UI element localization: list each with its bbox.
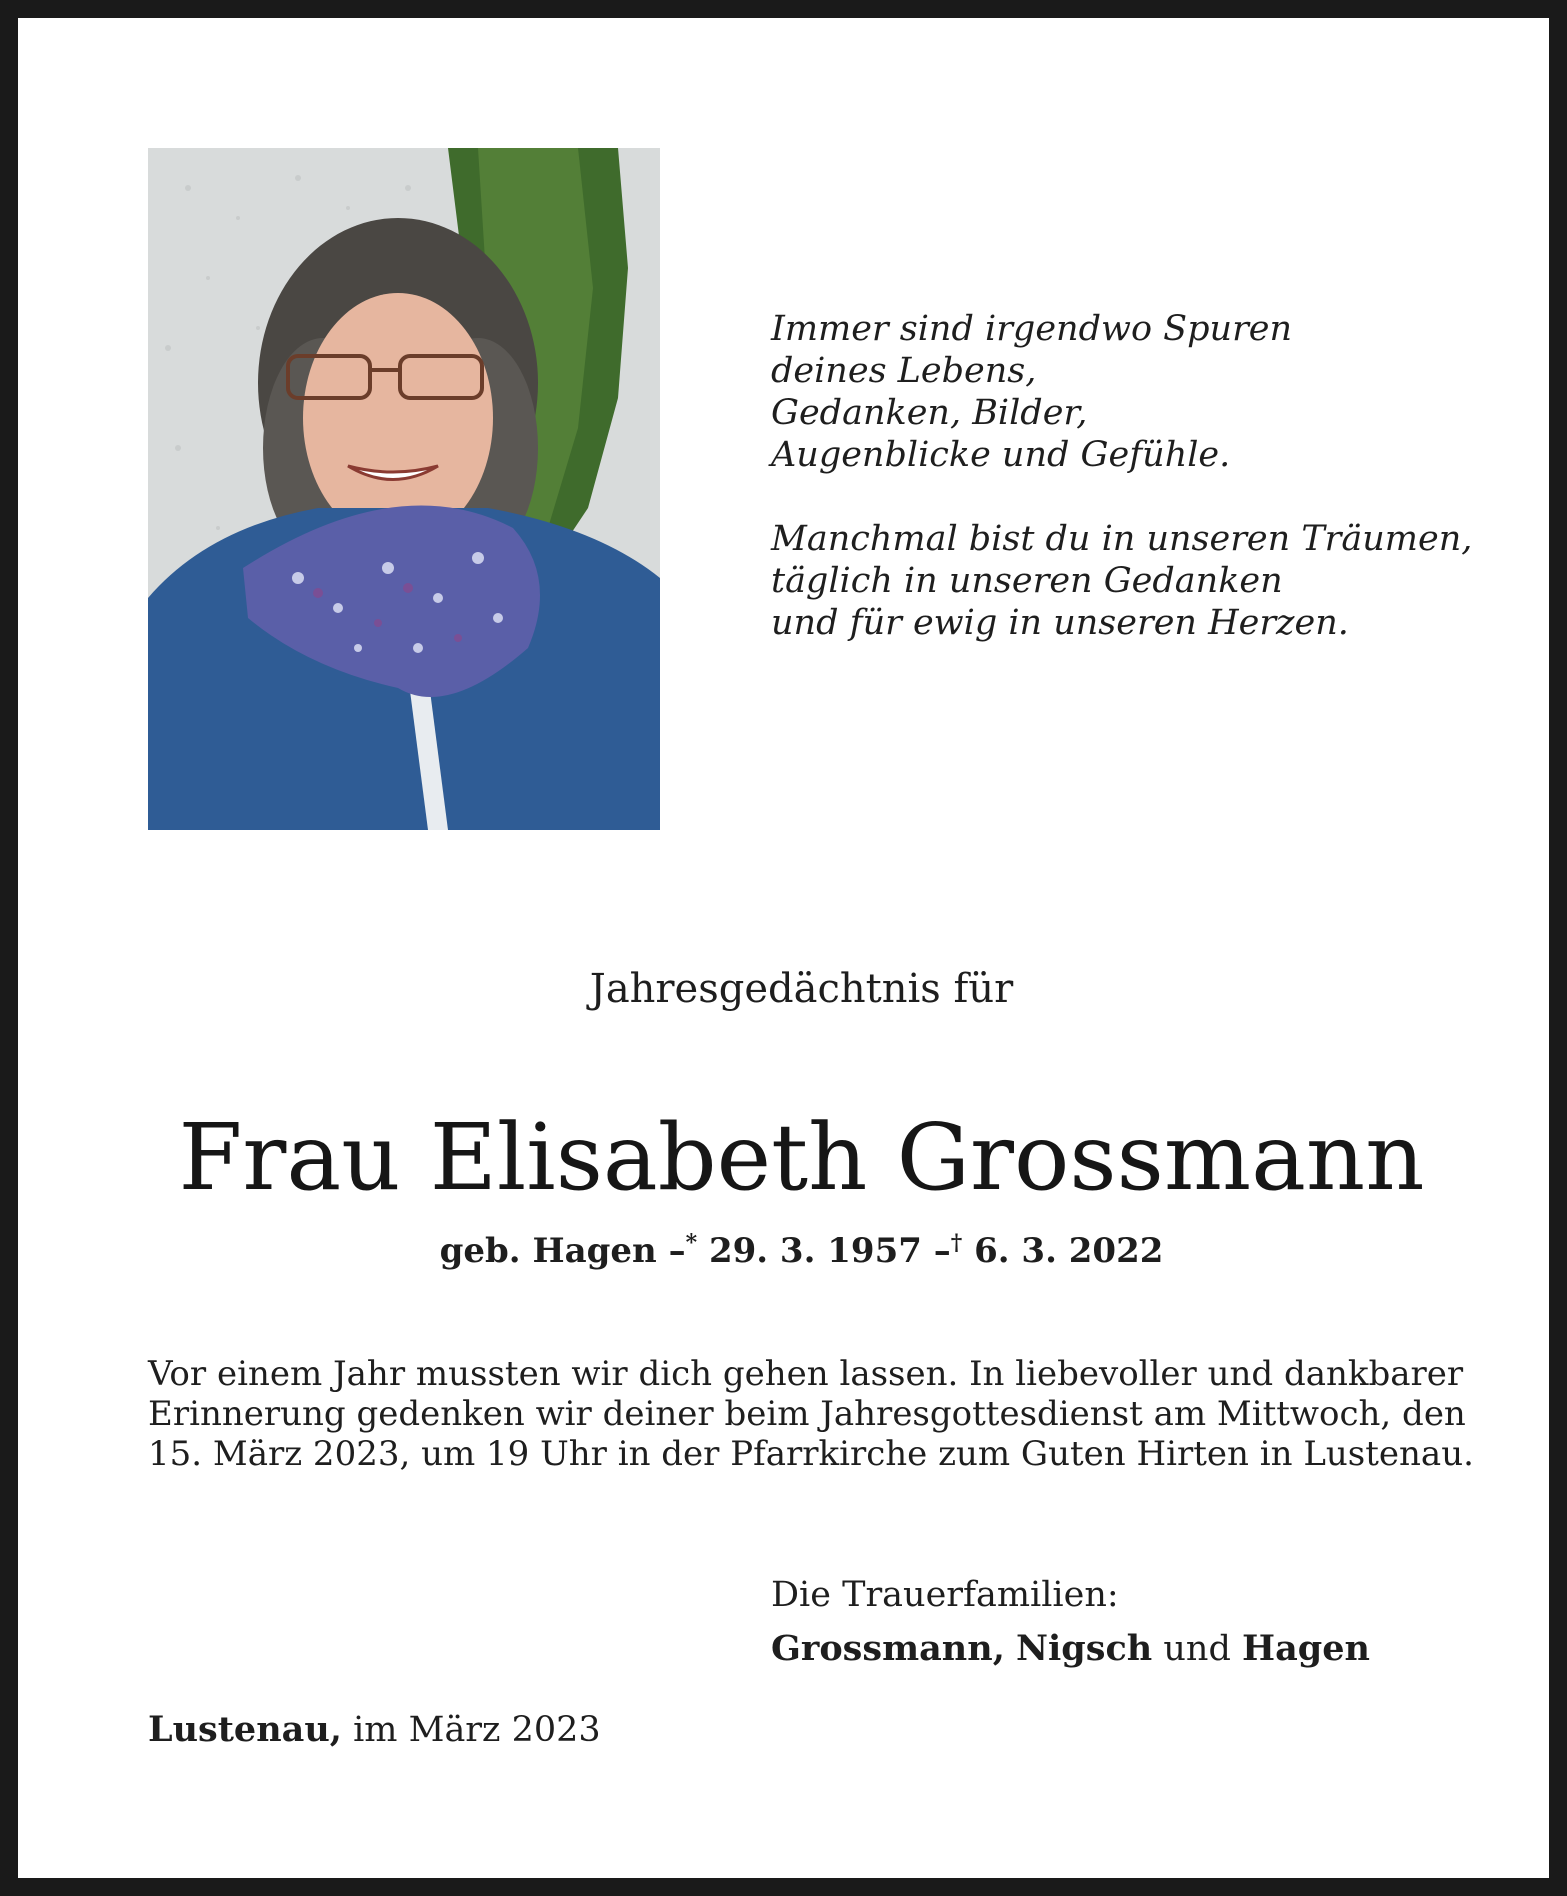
families-conjunction: und (1163, 1629, 1231, 1669)
intro-heading: Jahresgedächtnis für (589, 966, 1014, 1012)
death-date: 6. 3. 2022 (974, 1231, 1164, 1271)
deceased-name: Frau Elisabeth Grossmann (178, 1104, 1425, 1211)
poem-line: Augenblicke und Gefühle. (771, 435, 1231, 475)
place-and-date (148, 1708, 948, 1752)
date-separator: – (668, 1231, 686, 1271)
death-symbol: † (950, 1230, 963, 1256)
portrait-photo (148, 148, 660, 830)
memorial-announcement (148, 1354, 1474, 1474)
announcement-line: Erinnerung gedenken wir deiner beim Jahresgottesdienst am Mittwoch, den (148, 1394, 1466, 1434)
family-name: Hagen (1242, 1628, 1370, 1669)
life-dates (18, 1229, 1567, 1273)
birth-date: 29. 3. 1957 (708, 1231, 922, 1271)
mourning-families (771, 1568, 1491, 1676)
announcement-line: Vor einem Jahr mussten wir dich gehen lassen. In liebevoller und dankbarer (148, 1354, 1464, 1394)
birth-symbol: * (685, 1230, 698, 1256)
poem-line: deines Lebens, (771, 351, 1037, 391)
poem-line: Gedanken, Bilder, (771, 393, 1088, 433)
families-label: Die Trauerfamilien: (771, 1575, 1119, 1615)
poem-stanza-2 (771, 518, 1491, 644)
maiden-name: geb. Hagen (439, 1231, 657, 1271)
date-separator: – (933, 1231, 951, 1271)
place-town: Lustenau, (148, 1709, 342, 1750)
poem-stanza-1 (771, 308, 1491, 476)
poem-line: Manchmal bist du in unseren Träumen, (771, 519, 1473, 559)
family-name: Grossmann, (771, 1628, 1005, 1669)
family-name: Nigsch (1016, 1628, 1153, 1669)
families-names (771, 1622, 1491, 1676)
poem-line: und für ewig in unseren Herzen. (771, 603, 1349, 643)
poem-line: täglich in unseren Gedanken (771, 561, 1283, 601)
memorial-poem (771, 308, 1491, 686)
poem-line: Immer sind irgendwo Spuren (771, 309, 1293, 349)
announcement-line: 15. März 2023, um 19 Uhr in der Pfarrkirche zum Guten Hirten in Lustenau. (148, 1434, 1474, 1474)
place-date: im März 2023 (353, 1710, 601, 1750)
